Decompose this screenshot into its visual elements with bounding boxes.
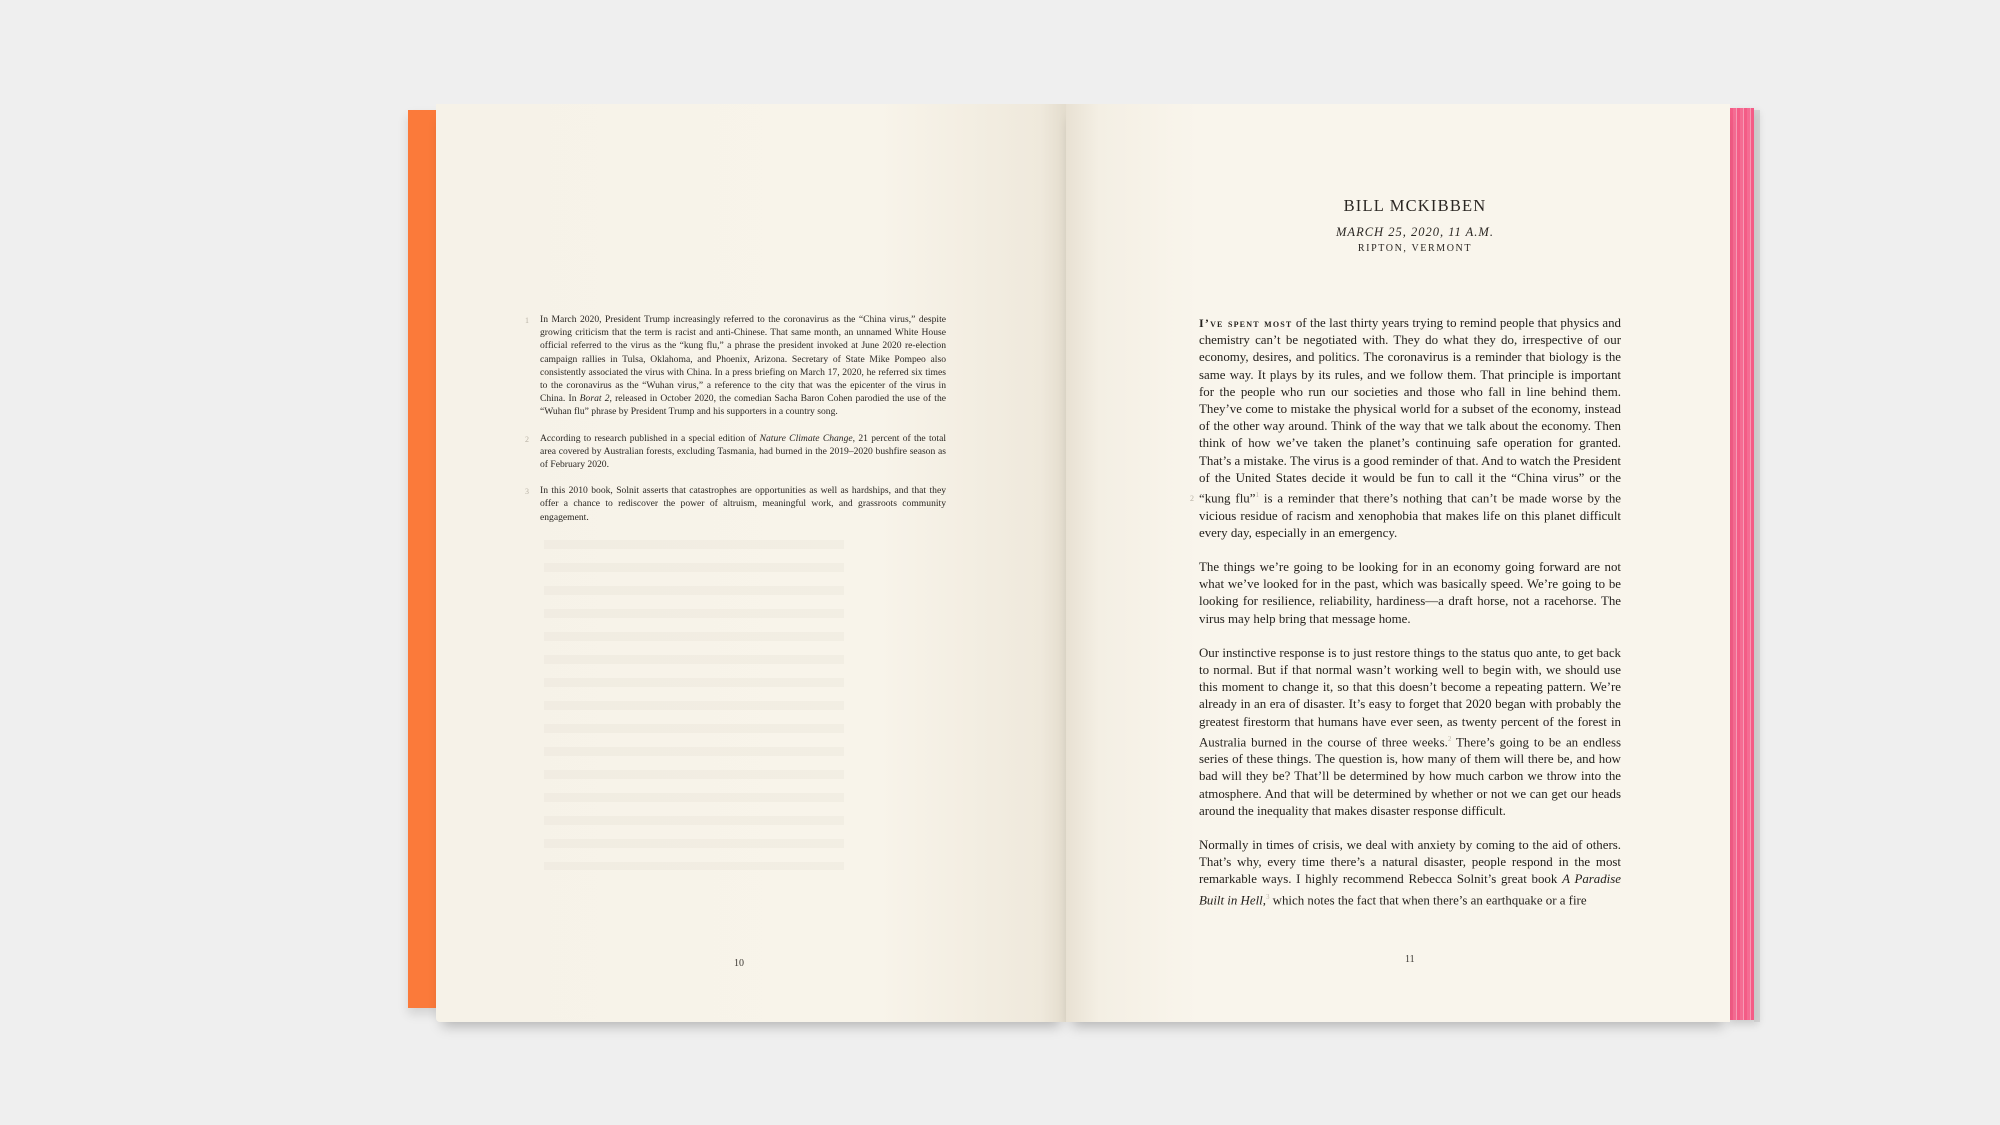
footnote-margin-mark: 2 (1190, 494, 1194, 503)
book-title: A Paradise Built in Hell, (1199, 872, 1621, 907)
paragraph (1199, 315, 1621, 542)
footnote-text: According to research published in a special edition of (540, 432, 760, 444)
lead-in: I’ve spent most (1199, 316, 1293, 330)
footnote-ref: 2 (1447, 734, 1452, 743)
paragraph (1199, 645, 1621, 820)
footnote (525, 432, 946, 472)
footnote-number: 1 (525, 316, 529, 325)
footnote (525, 484, 946, 524)
page-number-left: 10 (734, 958, 744, 969)
author-name: BILL MCKIBBEN (1343, 196, 1487, 215)
paragraph: The things we’re going to be looking for in an economy going forward are not what we’ve looked for in the past, which was basically speed. We’re going to be looking for resilience, reliability, hardiness—a draft horse, not a racehorse. The virus may help bring that message home. (1199, 559, 1621, 626)
footnote-ref: 1 (1255, 491, 1259, 500)
footnote-text: In March 2020, President Trump increasingly referred to the coronavirus as the “China virus,” despite growing criticism that the term is racist and anti-Chinese. That same month, an unnamed White House official referred to the virus as the “kung flu,” a phrase the president invoked at June 2020 re-election campaign rallies in Tulsa, Oklahoma, and Phoenix, Arizona. Secretary of State Mike Pompeo also consistently associated the virus with China. In a press briefing on March 17, 2020, he referred six times to the coronavirus as the “Wuhan virus,” a reference to the city that was the epicenter of the virus in China. In (540, 314, 946, 405)
pink-page-edge (1726, 108, 1754, 1020)
paragraph-text: There’s going to be an endless series of these things. The question is, how many of them will there be, and how bad will they be? That’ll be determined by how much carbon we throw into the atmosphere. And that will be determined by whether or not we can get our heads around the inequality that makes disaster response difficult. (1199, 735, 1621, 818)
body-text (1199, 315, 1621, 926)
footnote-title: Borat 2 (579, 393, 610, 405)
chapter-header (1200, 196, 1630, 254)
paragraph-text: which notes the fact that when there’s an earthquake or a fire (1269, 892, 1587, 907)
show-through-text (544, 540, 844, 870)
paragraph-text: of the last thirty years trying to remind people that physics and chemistry can’t be negotiated with. They do what they do, irrespective of our economy, desires, and politics. The coronavirus is a reminder that biology is the same way. It plays by its rules, and we follow them. That principle is important for the people who run our societies and those who fall in line behind them. They’ve come to mistake the physical world for a subset of the economy, instead of the other way around. Think of the way that we talk about the economy. Then think of how we’ve taken the planet’s continuing safe operation for granted. That’s a mistake. The virus is a good reminder of that. And to watch the President of the United States decide it would be fun to call it the “China virus” or the “kung flu” (1199, 316, 1621, 506)
paragraph-text: Our instinctive response is to just restore things to the status quo ante, to get back to normal. But if that normal wasn’t working well to begin with, we should use this moment to change it, so that this doesn’t become a repeating pattern. We’re already in an era of disaster. It’s easy to forget that 2020 began with probably the greatest firestorm that humans have ever seen, as twenty percent of the forest in Australia burned in the course of three weeks. (1199, 645, 1621, 750)
footnote-number: 3 (525, 487, 529, 497)
paragraph-text: Normally in times of crisis, we deal with anxiety by coming to the aid of others. That’s why, every time there’s a natural disaster, people respond in the most remarkable ways. I highly recommend Rebecca Solnit’s great book (1199, 838, 1621, 887)
paragraph (1199, 837, 1621, 909)
footnote (525, 313, 946, 419)
interview-date: MARCH 25, 2020, 11 A.M. (1336, 225, 1494, 239)
footnotes (525, 313, 946, 537)
footnote-title: Nature Climate Change (759, 432, 853, 444)
page-number-right: 11 (1405, 954, 1415, 965)
footnote-text: , 21 percent of the total area covered by Australian forests, excluding Tasmania, had burned in the 2019–2020 bushfire season as of February 2020. (540, 432, 946, 471)
footnote-number: 2 (525, 434, 529, 444)
paragraph-text: is a reminder that there’s nothing that can’t be made worse by the vicious residue of racism and xenophobia that makes life on this planet difficult every day, especially in an emergency. (1199, 491, 1621, 540)
footnote-text: , released in October 2020, the comedian Sacha Baron Cohen parodied the use of the “Wuhan flu” phrase by President Trump and his supporters in a country song. (540, 393, 946, 418)
footnote-text: In this 2010 book, Solnit asserts that catastrophes are opportunities as well as hardships, and that they offer a chance to rediscover the power of altruism, meaningful work, and grassroots community engagement. (540, 485, 946, 523)
interview-place: RIPTON, VERMONT (1357, 243, 1473, 254)
footnote-ref: 3 (1265, 892, 1270, 901)
